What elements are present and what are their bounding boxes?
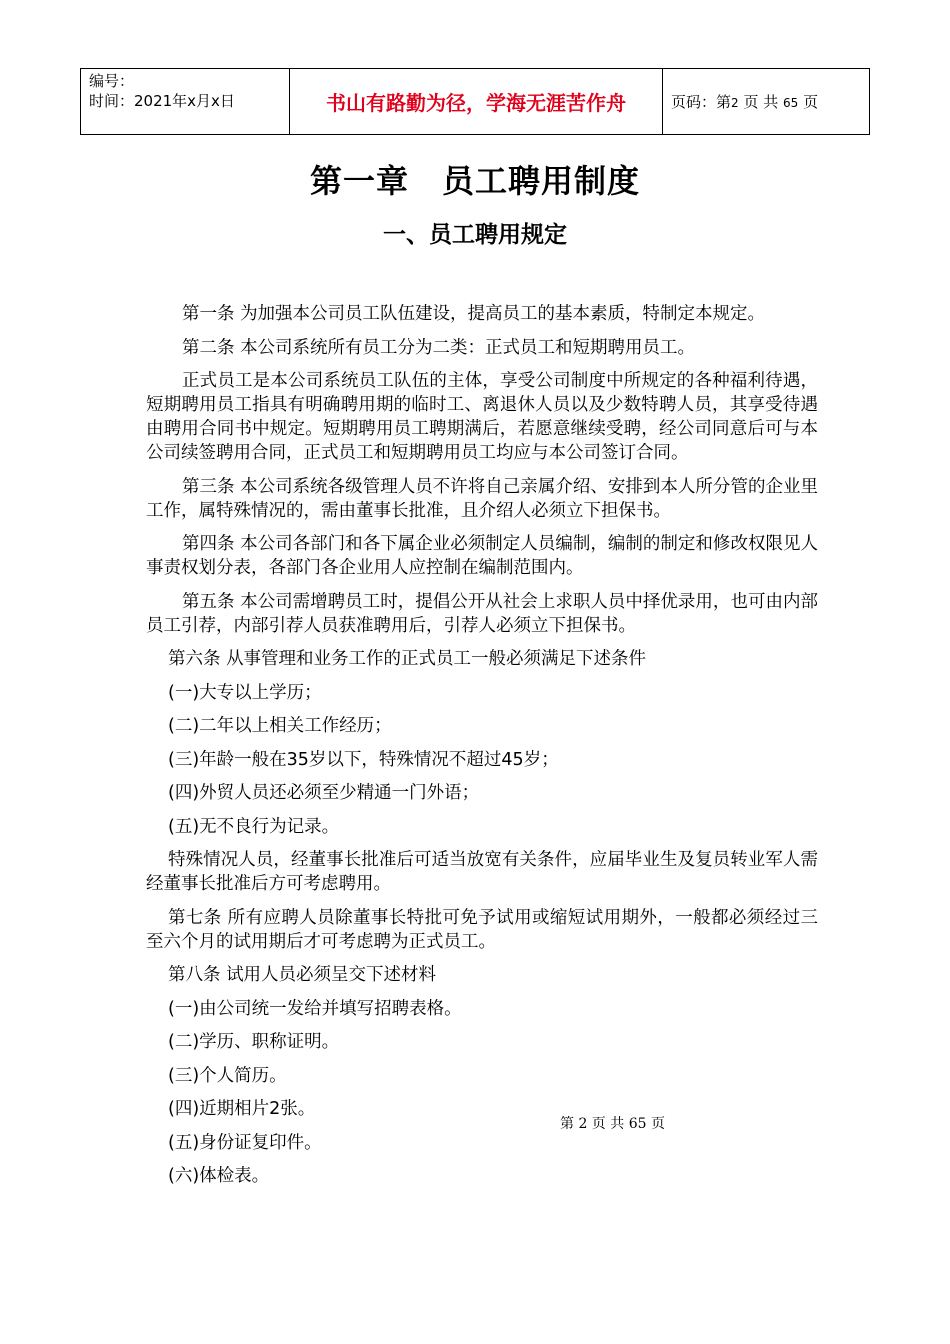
- header-table: [80, 68, 870, 135]
- list-item: (五)无不良行为记录。: [168, 816, 340, 837]
- list-item: (三)个人简历。: [168, 1065, 287, 1086]
- time-label: 时间：2021年x月x日: [89, 92, 235, 110]
- list-item: (二)学历、职称证明。: [168, 1032, 340, 1052]
- paragraph: 第七条 所有应聘人员除董事长特批可免予试用或缩短试用期外，一般都必须经过三至六个月的试用期后才可考虑聘为正式员工。: [146, 907, 818, 952]
- page-suffix: 页: [803, 93, 819, 111]
- list-item: (二)二年以上相关工作经历；: [168, 716, 392, 736]
- chapter-title: 第一章 员工聘用制度: [309, 162, 640, 200]
- body-text: [146, 302, 818, 1198]
- list-item: (一)由公司统一发给并填写招聘表格。: [168, 998, 462, 1019]
- page-total: 65: [783, 96, 799, 110]
- paragraph: 第一条 为加强本公司员工队伍建设，提高员工的基本素质，特制定本规定。: [182, 304, 766, 324]
- page-middle: 页 共: [743, 93, 779, 111]
- list-item: (四)近期相片2张。: [168, 1099, 316, 1119]
- list-item: (三)年龄一般在35岁以下，特殊情况不超过45岁；: [168, 749, 559, 770]
- page-current: 2: [731, 96, 739, 110]
- header-meta-cell: [81, 69, 290, 135]
- paragraph: 第三条 本公司系统各级管理人员不许将自己亲属介绍、安排到本人所分管的企业里工作，属特殊情况的，需由董事长批准，且介绍人必须立下担保书。: [146, 476, 818, 521]
- paragraph: 第四条 本公司各部门和各下属企业必须制定人员编制，编制的制定和修改权限见人事责权划分表，各部门各企业用人应控制在编制范围内。: [146, 534, 818, 578]
- motto-cell: [290, 69, 663, 135]
- page-prefix: 页码：第: [671, 93, 732, 111]
- paragraph: 第八条 试用人员必须呈交下述材料: [168, 965, 437, 985]
- motto-text: 书山有路勤为径，学海无涯苦作舟: [326, 91, 626, 115]
- page-number-cell: [663, 69, 870, 135]
- footer-page-number: 第 2 页 共 65 页: [560, 1116, 665, 1132]
- list-item: (一)大专以上学历；: [168, 682, 322, 703]
- list-item: (六)体检表。: [168, 1166, 270, 1186]
- paragraph: 第二条 本公司系统所有员工分为二类：正式员工和短期聘用员工。: [182, 337, 696, 358]
- list-item: (四)外贸人员还必须至少精通一门外语；: [168, 783, 480, 803]
- paragraph: 正式员工是本公司系统员工队伍的主体，享受公司制度中所规定的各种福利待遇，短期聘用员工指具有明确聘用期的临时工、离退休人员以及少数特聘人员，其享受待遇由聘用合同书中规定。短期聘用员工聘期满后，若愿意继续受聘，经公司同意后可与本公司续签聘用合同，正式员工和短期聘用员工均应与本公司签订合同。: [146, 371, 818, 463]
- paragraph: 第五条 本公司需增聘员工时，提倡公开从社会上求职人员中择优录用，也可由内部员工引荐，内部引荐人员获准聘用后，引荐人必须立下担保书。: [146, 591, 818, 636]
- paragraph: 第六条 从事管理和业务工作的正式员工一般必须满足下述条件: [168, 649, 647, 669]
- section-title: 一、员工聘用规定: [383, 222, 567, 248]
- paragraph: 特殊情况人员，经董事长批准后可适当放宽有关条件，应届毕业生及复员转业军人需经董事长批准后方可考虑聘用。: [146, 850, 818, 894]
- serial-label: 编号：: [89, 72, 135, 90]
- list-item: (五)身份证复印件。: [168, 1132, 322, 1153]
